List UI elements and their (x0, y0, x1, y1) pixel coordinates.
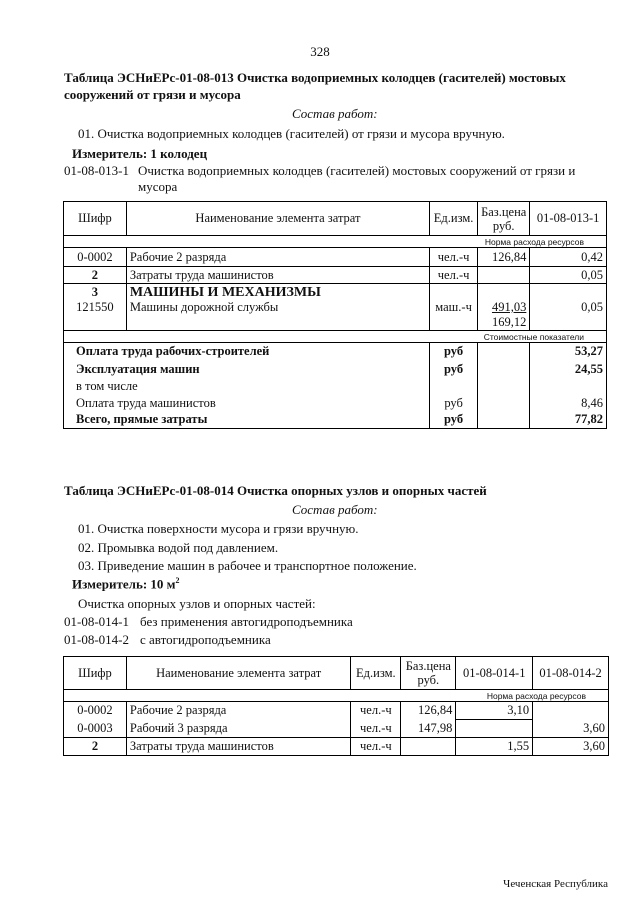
table1-header-name: Наименование элемента затрат (126, 202, 429, 236)
summary-unit (430, 378, 478, 395)
table2-work-item-1: 01. Очистка поверхности мусора и грязи вручную. (78, 521, 359, 536)
table1 (63, 201, 607, 429)
row-name (126, 284, 429, 331)
table1-header-col: 01-08-013-1 (530, 202, 607, 236)
table-row (64, 248, 607, 267)
row-value-2: 3,60 (533, 738, 609, 756)
table-row (64, 267, 607, 284)
measure-superscript: 2 (175, 576, 180, 585)
table1-code: 01-08-013-1 (64, 163, 129, 178)
row-value: 0,05 (530, 284, 607, 331)
table2-header-col2: 01-08-014-2 (533, 657, 609, 690)
table1-title-line2: сооружений от грязи и мусора (64, 87, 241, 102)
summary-row (64, 343, 607, 361)
price-value-2: 169,12 (491, 315, 527, 329)
table2-header-col1: 01-08-014-1 (456, 657, 533, 690)
summary-name: в том числе (64, 378, 430, 395)
row-code: 0-0003 (64, 720, 127, 738)
summary-price (478, 343, 530, 361)
table2-measure (72, 576, 180, 592)
summary-price (478, 378, 530, 395)
summary-row (64, 361, 607, 378)
table1-header-code: Шифр (64, 202, 127, 236)
row-price: 126,84 (478, 248, 530, 267)
row-value-1: 3,10 (456, 702, 533, 720)
row-unit: маш.-ч (430, 284, 478, 331)
table2-header-row (64, 657, 609, 690)
table1-cost-label: Стоимостные показатели (64, 331, 607, 343)
row-value-1: 1,55 (456, 738, 533, 756)
table-row (64, 284, 607, 331)
table2-work-heading: Состав работ: (292, 502, 378, 517)
table-row (64, 720, 609, 738)
table2-header-code: Шифр (64, 657, 127, 690)
table2-header-name: Наименование элемента затрат (126, 657, 350, 690)
summary-name: Оплата труда рабочих-строителей (64, 343, 430, 361)
price-label-1: Баз.цена (481, 204, 527, 219)
table1-header-price (478, 202, 530, 236)
summary-value: 53,27 (530, 343, 607, 361)
summary-unit: руб (430, 361, 478, 378)
price-label-2: руб. (417, 673, 440, 687)
row-value-2: 3,60 (533, 720, 609, 738)
row-price (478, 284, 530, 331)
group-name: МАШИНЫ И МЕХАНИЗМЫ (129, 285, 321, 300)
table2-code-1: 01-08-014-1 (64, 614, 129, 629)
table1-header-unit: Ед.изм. (430, 202, 478, 236)
table1-work-heading: Состав работ: (292, 106, 378, 121)
summary-value: 24,55 (530, 361, 607, 378)
row-value-2 (533, 702, 609, 720)
table2-code-1-desc: без применения автогидроподъемника (140, 614, 353, 629)
row-name: Рабочие 2 разряда (126, 702, 350, 720)
table1-desc-line2: мусора (138, 179, 178, 194)
table-row (64, 702, 609, 720)
summary-row (64, 395, 607, 412)
row-name: Рабочие 2 разряда (126, 248, 429, 267)
row-value: 0,05 (530, 267, 607, 284)
row-price: 147,98 (401, 720, 456, 738)
row-price (478, 267, 530, 284)
table2-norm-label: Норма расхода ресурсов (64, 690, 609, 702)
summary-price (478, 361, 530, 378)
summary-value: 8,46 (530, 395, 607, 412)
row-unit: чел.-ч (430, 267, 478, 284)
summary-name: Оплата труда машинистов (64, 395, 430, 412)
price-label-2: руб. (492, 218, 515, 233)
page-number: 328 (310, 44, 330, 59)
table2-header-price (401, 657, 456, 690)
machine-code: 121550 (76, 300, 114, 314)
summary-name: Всего, прямые затраты (64, 412, 430, 429)
table1-title-line1: Таблица ЭСНиЕРс-01-08-013 Очистка водоприемных колодцев (гасителей) мостовых (64, 70, 566, 85)
summary-row (64, 412, 607, 429)
table2-title: Таблица ЭСНиЕРс-01-08-014 Очистка опорных узлов и опорных частей (64, 483, 487, 498)
summary-unit: руб (430, 412, 478, 429)
table2-desc: Очистка опорных узлов и опорных частей: (78, 596, 316, 611)
row-value: 0,42 (530, 248, 607, 267)
summary-unit: руб (430, 343, 478, 361)
table1-cost-row (64, 331, 607, 343)
price-label-1: Баз.цена (405, 659, 451, 673)
summary-row (64, 378, 607, 395)
row-code: 0-0002 (64, 702, 127, 720)
table2-work-item-3: 03. Приведение машин в рабочее и транспортное положение. (78, 558, 417, 573)
table2-work-item-2: 02. Промывка водой под давлением. (78, 540, 279, 555)
table-row (64, 738, 609, 756)
row-unit: чел.-ч (351, 702, 401, 720)
summary-price (478, 395, 530, 412)
table2-code-2-desc: с автогидроподъемника (140, 632, 271, 647)
row-code: 2 (64, 738, 127, 756)
measure-text: Измеритель: 10 м (72, 576, 176, 592)
summary-name: Эксплуатация машин (64, 361, 430, 378)
row-price (401, 738, 456, 756)
row-code: 0-0002 (64, 248, 127, 267)
table2-code-2: 01-08-014-2 (64, 632, 129, 647)
row-code: 2 (64, 267, 127, 284)
summary-value (530, 378, 607, 395)
row-price: 126,84 (401, 702, 456, 720)
table1-work-item: 01. Очистка водоприемных колодцев (гасителей) от грязи и мусора вручную. (78, 126, 505, 141)
row-name: Рабочий 3 разряда (126, 720, 350, 738)
row-value-1 (456, 720, 533, 738)
table2-norm-row (64, 690, 609, 702)
table2-header-unit: Ед.изм. (351, 657, 401, 690)
row-code (64, 284, 127, 331)
table2 (63, 656, 609, 756)
price-value-1: 491,03 (491, 300, 527, 314)
summary-unit: руб (430, 395, 478, 412)
footer-region: Чеченская Республика (503, 878, 608, 890)
table1-header-row (64, 202, 607, 236)
summary-price (478, 412, 530, 429)
row-name: Затраты труда машинистов (126, 738, 350, 756)
machine-name: Машины дорожной службы (129, 300, 279, 314)
summary-value: 77,82 (530, 412, 607, 429)
row-name: Затраты труда машинистов (126, 267, 429, 284)
row-unit: чел.-ч (430, 248, 478, 267)
group-code: 3 (91, 285, 99, 299)
row-unit: чел.-ч (351, 738, 401, 756)
table1-norm-label: Норма расхода ресурсов (64, 236, 607, 248)
table1-norm-row (64, 236, 607, 248)
table1-measure: Измеритель: 1 колодец (72, 146, 208, 161)
row-unit: чел.-ч (351, 720, 401, 738)
table1-desc-line1: Очистка водоприемных колодцев (гасителей) мостовых сооружений от грязи и (138, 163, 576, 178)
